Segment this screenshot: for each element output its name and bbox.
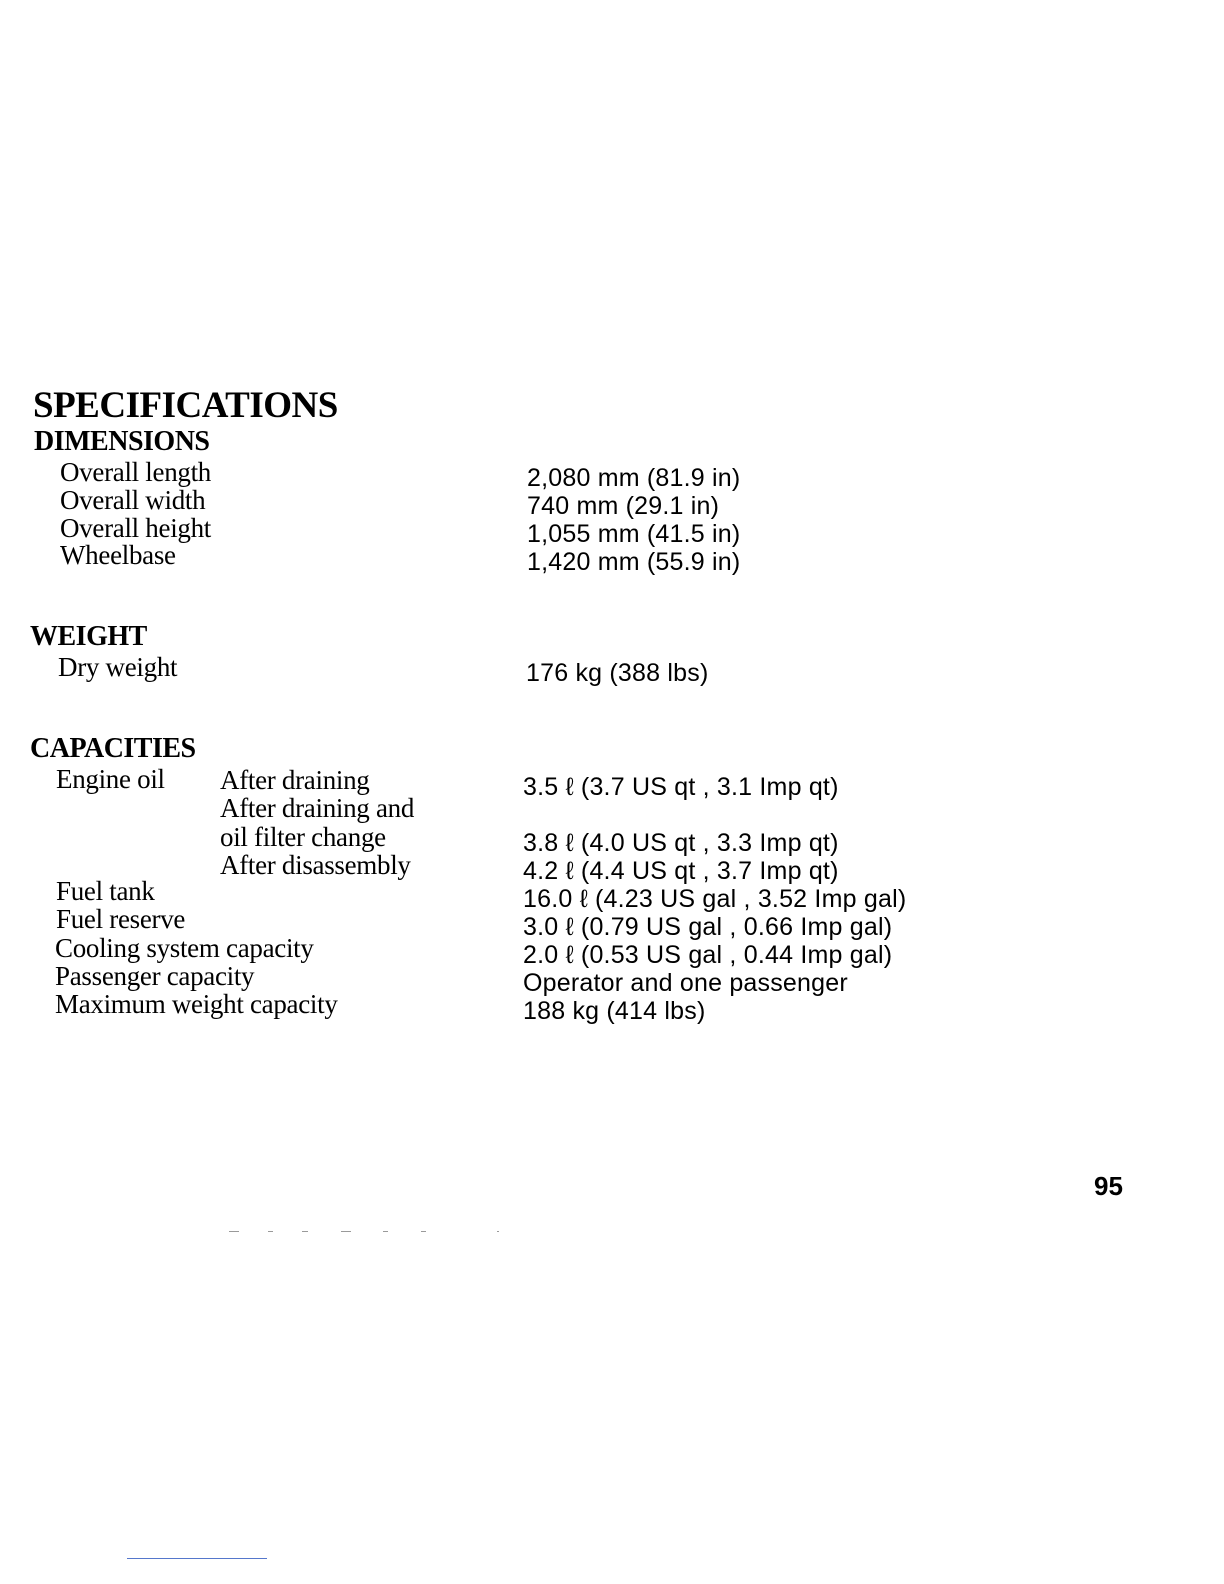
- scan-artifact-dash: [383, 1231, 388, 1232]
- spec-label-cooling-system-capacity: Cooling system capacity: [55, 933, 314, 963]
- scan-artifact-dash: [268, 1231, 273, 1232]
- spec-label-overall-width: Overall width: [60, 485, 206, 515]
- spec-label-wheelbase: Wheelbase: [60, 540, 176, 570]
- spec-label-dry-weight: Dry weight: [58, 652, 178, 682]
- scan-artifact-dash: [341, 1231, 351, 1232]
- spec-value-overall-height: 1,055 mm (41.5 in): [527, 520, 741, 548]
- spec-sublabel-after-draining-and: After draining and: [220, 793, 415, 823]
- spec-label-passenger-capacity: Passenger capacity: [55, 961, 255, 991]
- scan-artifact-dash: [497, 1231, 499, 1232]
- spec-sublabel-oil-filter-change: oil filter change: [220, 822, 386, 852]
- spec-value-cooling-system-capacity: 2.0 ℓ (0.53 US gal , 0.44 Imp gal): [523, 941, 893, 969]
- spec-value-wheelbase: 1,420 mm (55.9 in): [527, 548, 741, 576]
- page-title: SPECIFICATIONS: [33, 385, 338, 426]
- spec-value-dry-weight: 176 kg (388 lbs): [526, 659, 709, 687]
- spec-sublabel-after-draining: After draining: [220, 765, 370, 795]
- spec-value-maximum-weight-capacity: 188 kg (414 lbs): [523, 997, 706, 1025]
- section-heading-capacities: CAPACITIES: [30, 733, 196, 764]
- spec-sublabel-after-disassembly: After disassembly: [220, 850, 411, 880]
- spec-label-engine-oil: Engine oil: [56, 764, 165, 794]
- spec-value-passenger-capacity: Operator and one passenger: [523, 969, 848, 997]
- spec-label-overall-length: Overall length: [60, 457, 211, 487]
- scan-artifact-dash: [302, 1231, 308, 1232]
- section-heading-weight: WEIGHT: [30, 621, 147, 652]
- scan-artifact-dash: [421, 1231, 426, 1232]
- spec-label-fuel-reserve: Fuel reserve: [56, 904, 186, 934]
- spec-label-fuel-tank: Fuel tank: [56, 876, 155, 906]
- section-heading-dimensions: DIMENSIONS: [34, 426, 210, 457]
- bottom-rule: [127, 1558, 267, 1559]
- spec-value-overall-width: 740 mm (29.1 in): [527, 492, 720, 520]
- spec-value-oil-filter-change: 3.8 ℓ (4.0 US qt , 3.3 Imp qt): [523, 829, 839, 857]
- page-number: 95: [1094, 1171, 1123, 1201]
- spec-label-overall-height: Overall height: [60, 513, 211, 543]
- spec-label-maximum-weight-capacity: Maximum weight capacity: [55, 989, 338, 1019]
- spec-value-after-draining: 3.5 ℓ (3.7 US qt , 3.1 Imp qt): [523, 773, 839, 801]
- spec-value-fuel-tank: 16.0 ℓ (4.23 US gal , 3.52 Imp gal): [523, 885, 907, 913]
- spec-value-after-disassembly: 4.2 ℓ (4.4 US qt , 3.7 Imp qt): [523, 857, 839, 885]
- spec-value-fuel-reserve: 3.0 ℓ (0.79 US gal , 0.66 Imp gal): [523, 913, 893, 941]
- scan-artifact-dash: [229, 1231, 239, 1232]
- spec-value-overall-length: 2,080 mm (81.9 in): [527, 464, 741, 492]
